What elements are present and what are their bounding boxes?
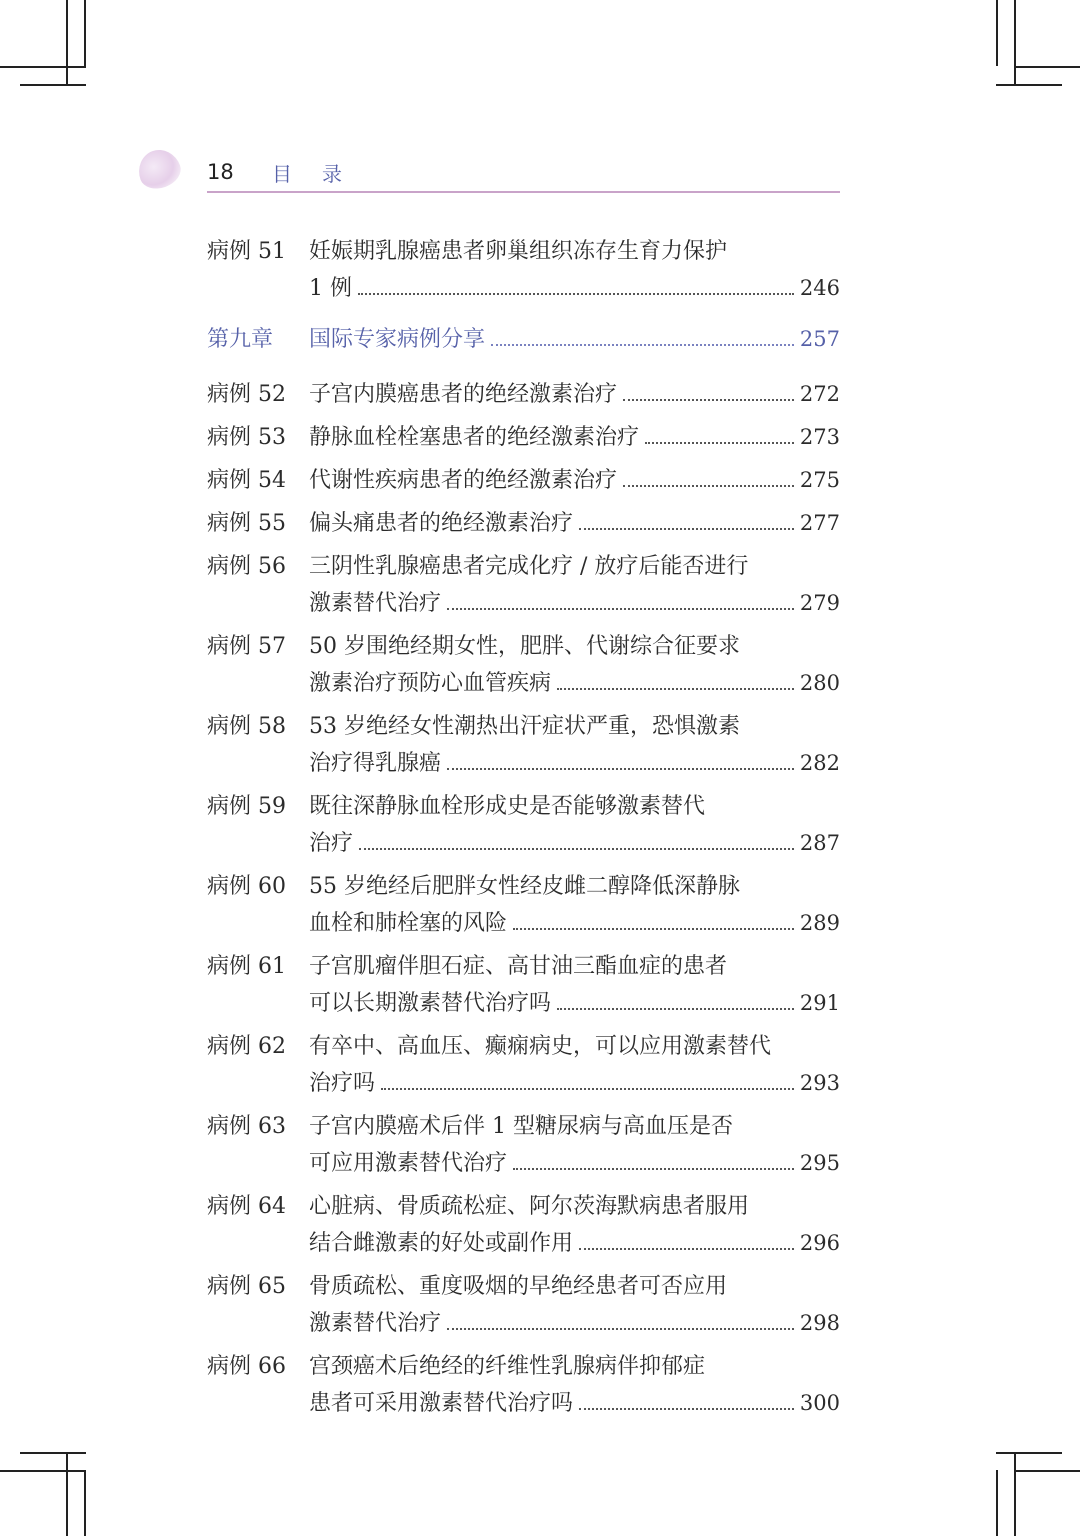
toc-page-number: 257 [799, 327, 840, 351]
crop-mark-top-right-h2 [1014, 66, 1080, 68]
crop-mark-bottom-right-h [996, 1452, 1062, 1454]
toc-last-line [309, 825, 840, 862]
dot-leader [557, 1008, 794, 1010]
chapter-label: 第九章 [207, 327, 274, 352]
toc-title-text: 骨质疏松、重度吸烟的早绝经患者可否应用 [309, 1274, 728, 1299]
toc-title-text: 50 岁围绝经期女性，肥胖、代谢综合征要求 [309, 634, 740, 659]
case-label: 病例 62 [207, 1034, 286, 1059]
dot-leader [447, 768, 794, 770]
case-label: 病例 53 [207, 425, 286, 450]
dot-leader [579, 1408, 794, 1410]
toc-page-number: 246 [799, 276, 840, 300]
crop-mark-top-left-v2 [84, 0, 86, 66]
toc-line [207, 419, 840, 456]
crop-mark-top-right-v2 [1014, 0, 1016, 86]
toc-entry[interactable] [207, 1028, 840, 1102]
toc-line [207, 1188, 840, 1225]
toc-line [207, 505, 840, 542]
section-title: 目录 [272, 162, 372, 186]
dot-leader [623, 485, 794, 487]
toc-line [207, 1348, 840, 1385]
toc-page-number: 291 [799, 991, 840, 1015]
toc-line [207, 1108, 840, 1145]
dot-leader [447, 1328, 794, 1330]
toc-title-text: 1 例 [309, 276, 352, 301]
dot-leader [645, 442, 794, 444]
toc-page-number: 277 [799, 511, 840, 535]
toc-entry[interactable] [207, 708, 840, 782]
dot-leader [381, 1088, 794, 1090]
toc-line [207, 548, 840, 585]
crop-mark-bottom-right-h2 [1014, 1470, 1080, 1472]
toc-entry[interactable] [207, 548, 840, 622]
crop-mark-top-left-v [66, 0, 68, 86]
toc-line [207, 948, 840, 985]
toc-page-number: 289 [799, 911, 840, 935]
case-label: 病例 56 [207, 554, 286, 579]
toc-entry[interactable] [207, 1268, 840, 1342]
toc-title-text: 代谢性疾病患者的绝经激素治疗 [309, 468, 618, 493]
toc-line [207, 270, 840, 307]
toc-title-text: 子宫内膜癌术后伴 1 型糖尿病与高血压是否 [309, 1114, 733, 1139]
toc-page-number: 273 [799, 425, 840, 449]
toc-entry[interactable] [207, 462, 840, 499]
toc-page-number: 279 [799, 591, 840, 615]
toc-entry[interactable] [207, 1108, 840, 1182]
toc-line [207, 1145, 840, 1182]
toc-last-line [309, 1145, 840, 1182]
dot-leader [579, 1248, 794, 1250]
toc-title-text: 三阴性乳腺癌患者完成化疗 / 放疗后能否进行 [309, 554, 749, 579]
toc-page-number: 282 [799, 751, 840, 775]
toc-line [207, 825, 840, 862]
toc-entry[interactable] [207, 419, 840, 456]
toc-title-text: 妊娠期乳腺癌患者卵巢组织冻存生育力保护 [309, 239, 728, 264]
toc-line [207, 321, 840, 358]
toc-line [207, 376, 840, 413]
toc-line [207, 868, 840, 905]
toc-page-number: 296 [799, 1231, 840, 1255]
table-of-contents [207, 233, 840, 1428]
toc-line [207, 585, 840, 622]
toc-title-text: 偏头痛患者的绝经激素治疗 [309, 511, 574, 536]
toc-title-text: 可以长期激素替代治疗吗 [309, 991, 552, 1016]
case-label: 病例 58 [207, 714, 286, 739]
crop-mark-bottom-left-h2 [0, 1470, 86, 1472]
dot-leader [513, 928, 794, 930]
dot-leader [557, 688, 794, 690]
toc-title-text: 患者可采用激素替代治疗吗 [309, 1391, 574, 1416]
toc-line [207, 1385, 840, 1422]
case-label: 病例 52 [207, 382, 286, 407]
page-number: 18 [207, 160, 234, 184]
toc-entry[interactable] [207, 233, 840, 307]
toc-line [207, 985, 840, 1022]
dot-leader [359, 848, 794, 850]
toc-entry[interactable] [207, 788, 840, 862]
toc-last-line [309, 505, 840, 542]
toc-line [207, 745, 840, 782]
dot-leader [358, 293, 794, 295]
case-label: 病例 65 [207, 1274, 286, 1299]
toc-line [207, 233, 840, 270]
dot-leader [513, 1168, 794, 1170]
toc-title-text: 子宫内膜癌患者的绝经激素治疗 [309, 382, 618, 407]
crop-mark-top-right-v [996, 0, 998, 66]
toc-last-line [309, 321, 840, 358]
toc-title-text: 宫颈癌术后绝经的纤维性乳腺病伴抑郁症 [309, 1354, 706, 1379]
toc-title-text: 55 岁绝经后肥胖女性经皮雌二醇降低深静脉 [309, 874, 740, 899]
case-label: 病例 57 [207, 634, 286, 659]
toc-title-text: 国际专家病例分享 [309, 327, 486, 352]
dot-leader [579, 528, 794, 530]
header-divider [207, 191, 840, 193]
case-label: 病例 59 [207, 794, 286, 819]
toc-page-number: 275 [799, 468, 840, 492]
toc-line [207, 665, 840, 702]
crop-mark-top-left-h2 [20, 84, 86, 86]
toc-last-line [309, 1065, 840, 1102]
toc-title-text: 静脉血栓栓塞患者的绝经激素治疗 [309, 425, 640, 450]
crop-mark-bottom-left-v [66, 1452, 68, 1536]
toc-last-line [309, 1225, 840, 1262]
dot-leader [623, 399, 794, 401]
toc-page-number: 280 [799, 671, 840, 695]
toc-last-line [309, 985, 840, 1022]
toc-title-text: 子宫肌瘤伴胆石症、高甘油三酯血症的患者 [309, 954, 728, 979]
toc-line [207, 1268, 840, 1305]
toc-line [207, 905, 840, 942]
toc-title-text: 既往深静脉血栓形成史是否能够激素替代 [309, 794, 706, 819]
toc-title-text: 治疗 [309, 831, 354, 856]
toc-page-number: 295 [799, 1151, 840, 1175]
crop-mark-bottom-right-v2 [1014, 1452, 1016, 1536]
toc-last-line [309, 1305, 840, 1342]
toc-title-text: 激素替代治疗 [309, 1311, 442, 1336]
toc-line [207, 1225, 840, 1262]
toc-line [207, 462, 840, 499]
toc-title-text: 心脏病、骨质疏松症、阿尔茨海默病患者服用 [309, 1194, 750, 1219]
toc-chapter-entry[interactable] [207, 321, 840, 358]
toc-line [207, 788, 840, 825]
toc-last-line [309, 376, 840, 413]
toc-title-text: 结合雌激素的好处或副作用 [309, 1231, 574, 1256]
toc-entry[interactable] [207, 868, 840, 942]
toc-line [207, 1305, 840, 1342]
case-label: 病例 55 [207, 511, 286, 536]
toc-last-line [309, 1385, 840, 1422]
case-label: 病例 54 [207, 468, 286, 493]
toc-entry[interactable] [207, 1188, 840, 1262]
dot-leader [447, 608, 794, 610]
toc-page-number: 298 [799, 1311, 840, 1335]
crop-mark-top-left-h [0, 66, 86, 68]
toc-title-text: 可应用激素替代治疗 [309, 1151, 508, 1176]
toc-last-line [309, 585, 840, 622]
toc-entry[interactable] [207, 505, 840, 542]
case-label: 病例 61 [207, 954, 286, 979]
toc-page-number: 272 [799, 382, 840, 406]
toc-title-text: 激素替代治疗 [309, 591, 442, 616]
toc-title-text: 有卒中、高血压、癫痫病史，可以应用激素替代 [309, 1034, 772, 1059]
toc-line [207, 708, 840, 745]
toc-last-line [309, 745, 840, 782]
case-label: 病例 51 [207, 239, 286, 264]
crop-mark-bottom-left-v2 [84, 1470, 86, 1536]
toc-title-text: 治疗得乳腺癌 [309, 751, 442, 776]
toc-entry[interactable] [207, 376, 840, 413]
toc-title-text: 治疗吗 [309, 1071, 376, 1096]
toc-line [207, 628, 840, 665]
toc-last-line [309, 419, 840, 456]
toc-entry[interactable] [207, 1348, 840, 1422]
crop-mark-top-right-h [996, 84, 1062, 86]
toc-title-text: 53 岁绝经女性潮热出汗症状严重，恐惧激素 [309, 714, 740, 739]
case-label: 病例 64 [207, 1194, 286, 1219]
toc-last-line [309, 462, 840, 499]
case-label: 病例 60 [207, 874, 286, 899]
toc-title-text: 激素治疗预防心血管疾病 [309, 671, 552, 696]
toc-last-line [309, 665, 840, 702]
dot-leader [491, 344, 794, 346]
toc-page-number: 293 [799, 1071, 840, 1095]
toc-entry[interactable] [207, 628, 840, 702]
crop-mark-bottom-left-h [20, 1452, 86, 1454]
toc-entry[interactable] [207, 948, 840, 1022]
toc-line [207, 1065, 840, 1102]
toc-title-text: 血栓和肺栓塞的风险 [309, 911, 508, 936]
toc-last-line [309, 270, 840, 307]
case-label: 病例 66 [207, 1354, 286, 1379]
toc-page-number: 287 [799, 831, 840, 855]
crop-mark-bottom-right-v [996, 1470, 998, 1536]
toc-line [207, 1028, 840, 1065]
toc-page-number: 300 [799, 1391, 840, 1415]
toc-last-line [309, 905, 840, 942]
case-label: 病例 63 [207, 1114, 286, 1139]
petal-decoration-icon [133, 144, 185, 194]
